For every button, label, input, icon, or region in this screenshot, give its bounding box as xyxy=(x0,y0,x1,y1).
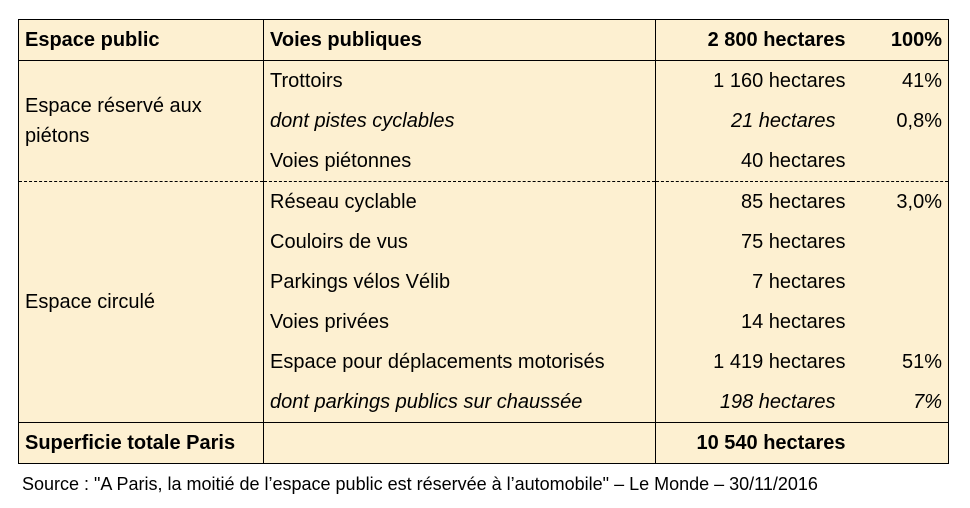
item-pistes-cyclables: dont pistes cyclables xyxy=(264,101,656,141)
pct-trottoirs: 41% xyxy=(852,61,949,102)
section-espace-public: Espace public xyxy=(19,20,264,61)
item-couloirs: Couloirs de vus xyxy=(264,222,656,262)
surface-parkings-chaussee: 198 hectares xyxy=(656,382,852,423)
section-espace-pietons: Espace réservé aux piétons xyxy=(19,61,264,182)
surface-voies-publiques: 2 800 hectares xyxy=(656,20,852,61)
pct-voies-pietonnes xyxy=(852,141,949,182)
pct-deplacements-motorises: 51% xyxy=(901,351,942,373)
source-caption: Source : "A Paris, la moitié de l’espace public est réservée à l’automobile" – Le Monde – 30/11/2016 xyxy=(22,474,818,494)
item-reseau-cyclable: Réseau cyclable xyxy=(264,182,656,223)
pct-voies-publiques: 100% xyxy=(852,20,949,61)
surface-voies-privees: 14 hectares xyxy=(656,302,852,342)
item-voies-pietonnes: Voies piétonnes xyxy=(264,141,656,182)
surface-voies-pietonnes: 40 hectares xyxy=(656,141,852,182)
table-row xyxy=(19,182,949,223)
item-trottoirs: Trottoirs xyxy=(264,61,656,102)
item-parkings-chaussee: dont parkings publics sur chaussée xyxy=(264,382,656,423)
item-voies-privees: Voies privées xyxy=(264,302,656,342)
surface-parkings-velib: 7 hectares xyxy=(656,262,852,302)
table-row xyxy=(19,61,949,102)
pct-parkings-velib xyxy=(852,262,949,302)
section-espace-circule: Espace circulé xyxy=(19,182,264,423)
item-total-empty xyxy=(264,423,656,464)
item-deplacements-motorises: Espace pour déplacements motorisés xyxy=(264,342,656,382)
surface-couloirs: 75 hectares xyxy=(656,222,852,262)
table-row-total xyxy=(19,423,949,464)
surface-deplacements-motorises: 1 419 hectares xyxy=(656,342,852,382)
table-row-header xyxy=(19,20,949,61)
surface-reseau-cyclable: 85 hectares xyxy=(656,182,852,223)
surface-pistes-cyclables: 21 hectares xyxy=(656,101,852,141)
pct-pistes-cyclables: 0,8% xyxy=(896,110,942,132)
pct-reseau-cyclable: 3,0% xyxy=(852,182,949,223)
item-voies-publiques: Voies publiques xyxy=(264,20,656,61)
pct-voies-privees xyxy=(852,302,949,342)
pct-parkings-chaussee: 7% xyxy=(913,391,942,413)
paris-public-space-table xyxy=(18,19,949,464)
item-parkings-velib: Parkings vélos Vélib xyxy=(264,262,656,302)
pct-total xyxy=(852,423,949,464)
pct-couloirs xyxy=(852,222,949,262)
section-superficie-totale: Superficie totale Paris xyxy=(19,423,264,464)
surface-total: 10 540 hectares xyxy=(656,423,852,464)
surface-trottoirs: 1 160 hectares xyxy=(656,61,852,102)
